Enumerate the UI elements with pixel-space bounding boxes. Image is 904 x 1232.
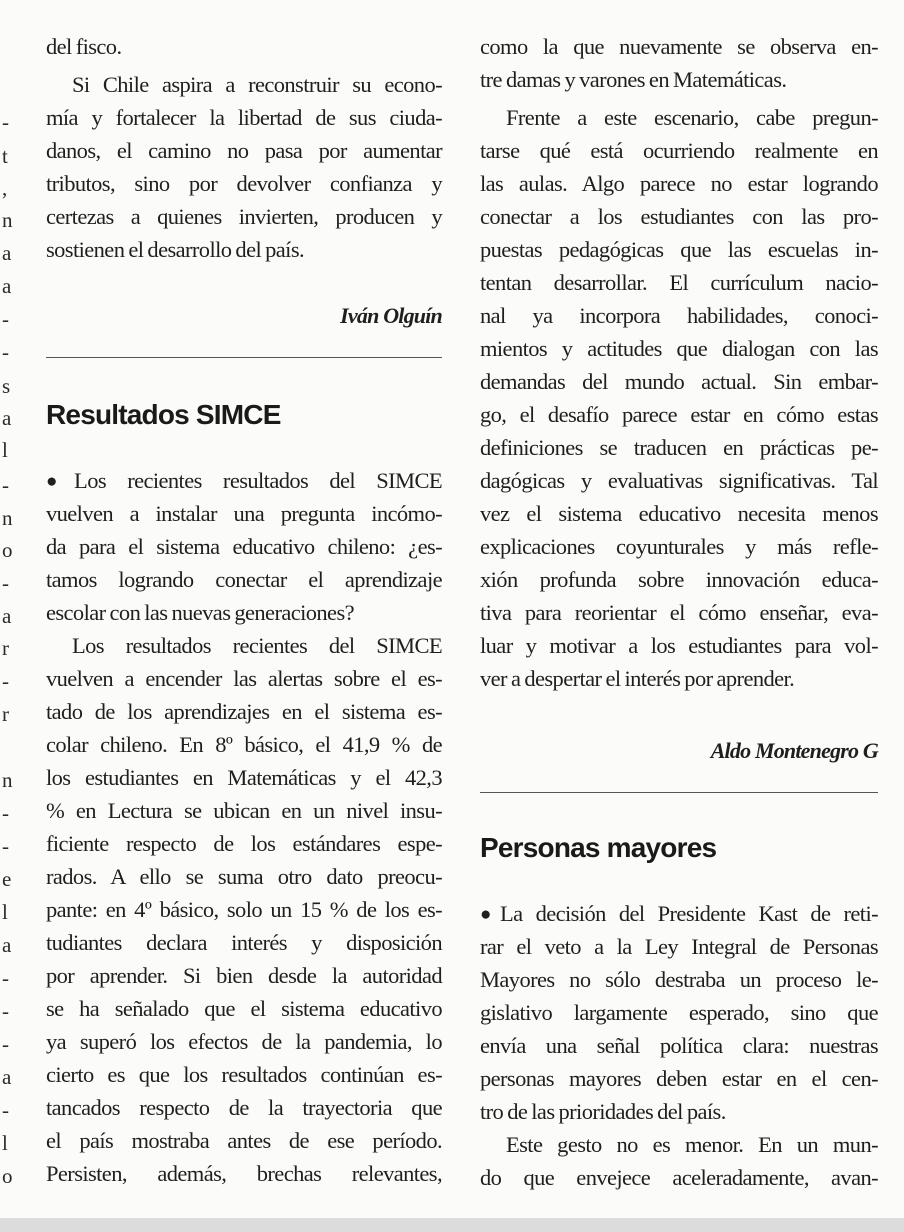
gutter-char: o — [2, 1164, 13, 1188]
text-line: vez el sistema educativo necesita menos — [480, 501, 878, 526]
text-line: definiciones se traducen en prácticas pe- — [480, 435, 878, 460]
gutter-char: - — [2, 966, 9, 990]
text-line: tro de las prioridades del país. — [480, 1099, 726, 1124]
gutter-char: o — [2, 538, 13, 562]
signature-aldo-montenegro: Aldo Montenegro G — [710, 738, 878, 763]
text-line: tudiantes declara interés y disposición — [46, 930, 442, 955]
text-line: tiva para reorientar el cómo enseñar, eva- — [480, 600, 878, 625]
text-line: como la que nuevamente se observa en- — [480, 34, 878, 59]
text-line: luar y motivar a los estudiantes para vol- — [480, 633, 878, 658]
gutter-char: a — [2, 933, 12, 957]
text-line: ver a despertar el interés por aprender. — [480, 666, 795, 691]
text-line: Si Chile aspira a reconstruir su econo- — [72, 72, 442, 97]
gutter-char: a — [2, 1065, 12, 1089]
text-line: el país mostraba antes de ese período. — [46, 1128, 442, 1153]
text-line: certezas a quienes invierten, producen y — [46, 204, 442, 229]
gutter-char: n — [2, 768, 13, 792]
text-line: tre damas y varones en Matemáticas. — [480, 67, 787, 92]
text-line — [480, 901, 878, 927]
bullet-icon: ● — [46, 471, 75, 492]
text-line: puestas pedagógicas que las escuelas in- — [480, 237, 878, 262]
text-line: por aprender. Si bien desde la autoridad — [46, 963, 442, 988]
text-line: tentan desarrollar. El currículum nacio- — [480, 270, 878, 295]
text-line: se ha señalado que el sistema educativo — [46, 996, 442, 1021]
gutter-char: e — [2, 867, 12, 891]
gutter-char: n — [2, 208, 13, 232]
text-line: Persisten, además, brechas relevantes, — [46, 1161, 442, 1186]
text-line: mientos y actitudes que dialogan con las — [480, 336, 878, 361]
text-line: personas mayores deben estar en el cen- — [480, 1066, 878, 1091]
text-line: rados. A ello se suma otro dato preocu- — [46, 864, 442, 889]
gutter-char: , — [2, 176, 8, 200]
gutter-char: l — [2, 438, 8, 462]
text-line: sostienen el desarrollo del país. — [46, 237, 304, 262]
text-line: tado de los aprendizajes en el sistema es- — [46, 699, 442, 724]
text-line: tributos, sino por devolver confianza y — [46, 171, 442, 196]
text-line: las aulas. Algo parece no estar logrando — [480, 171, 878, 196]
text-line: escolar con las nuevas generaciones? — [46, 600, 354, 625]
text-line: tarse qué está ocurriendo realmente en — [480, 138, 878, 163]
text-line: ficiente respecto de los estándares espe- — [46, 831, 442, 856]
section-divider — [480, 792, 878, 793]
text-line: vuelven a instalar una pregunta incómo- — [46, 501, 442, 526]
previous-column-fragment — [0, 0, 22, 1232]
text-line: tamos logrando conectar el aprendizaje — [46, 567, 442, 592]
text-line: danos, el camino no pasa por aumentar — [46, 138, 442, 163]
text-line: da para el sistema educativo chileno: ¿es- — [46, 534, 442, 559]
text-line: dagógicas y evaluativas significativas. Tal — [480, 468, 878, 493]
section-divider — [46, 357, 442, 358]
gutter-char: a — [2, 274, 12, 298]
gutter-char: - — [2, 473, 9, 497]
text-line: envía una señal política clara: nuestras — [480, 1033, 878, 1058]
text-line — [46, 468, 442, 494]
page-bottom-edge — [0, 1218, 904, 1232]
text-line: del fisco. — [46, 34, 122, 59]
text-line: nal ya incorpora habilidades, conoci- — [480, 303, 878, 328]
gutter-char: l — [2, 1131, 8, 1155]
text-line: rar el veto a la Ley Integral de Personas — [480, 934, 878, 959]
gutter-char: - — [2, 1098, 9, 1122]
text-line: cierto es que los resultados continúan es- — [46, 1062, 442, 1087]
text-line: pante: en 4º básico, solo un 15 % de los es- — [46, 897, 442, 922]
text-line: Este gesto no es menor. En un mun- — [506, 1132, 878, 1157]
gutter-char: n — [2, 506, 13, 530]
gutter-char: - — [2, 999, 9, 1023]
text-line: % en Lectura se ubican en un nivel insu- — [46, 798, 442, 823]
text-line: explicaciones coyunturales y más refle- — [480, 534, 878, 559]
text-line: los estudiantes en Matemáticas y el 42,3 — [46, 765, 442, 790]
text-line: do que envejece aceleradamente, avan- — [480, 1165, 878, 1190]
text-line-content: Los recientes resultados del SIMCE — [74, 468, 442, 493]
bullet-icon: ● — [480, 904, 500, 925]
gutter-char: a — [2, 604, 12, 628]
gutter-char: - — [2, 1032, 9, 1056]
gutter-char: r — [2, 702, 9, 726]
text-line: demandas del mundo actual. Sin embar- — [480, 369, 878, 394]
text-line: colar chileno. En 8º básico, el 41,9 % de — [46, 732, 442, 757]
text-line: conectar a los estudiantes con las pro- — [480, 204, 878, 229]
signature-ivan-olguin: Iván Olguín — [340, 303, 442, 328]
text-line: tancados respecto de la trayectoria que — [46, 1095, 442, 1120]
text-line-content: La decisión del Presidente Kast de reti- — [499, 901, 878, 926]
text-line: vuelven a encender las alertas sobre el es- — [46, 666, 442, 691]
text-line: mía y fortalecer la libertad de sus ciuda- — [46, 105, 442, 130]
gutter-char: a — [2, 406, 12, 430]
gutter-char: l — [2, 900, 8, 924]
text-line: ya superó los efectos de la pandemia, lo — [46, 1029, 442, 1054]
gutter-char: s — [2, 374, 11, 398]
gutter-char: - — [2, 834, 9, 858]
text-line: Los resultados recientes del SIMCE — [72, 633, 442, 658]
text-line: Frente a este escenario, cabe pregun- — [506, 105, 878, 130]
gutter-char: t — [2, 144, 8, 168]
section-title-personas-mayores: Personas mayores — [480, 832, 717, 863]
text-line: go, el desafío parece estar en cómo estas — [480, 402, 878, 427]
gutter-char: - — [2, 307, 9, 331]
text-line: xión profunda sobre innovación educa- — [480, 567, 878, 592]
gutter-char: a — [2, 241, 12, 265]
gutter-char: - — [2, 340, 9, 364]
section-title-resultados-simce: Resultados SIMCE — [46, 399, 281, 430]
gutter-char: - — [2, 110, 9, 134]
gutter-char: r — [2, 636, 9, 660]
text-line: Mayores no sólo destraba un proceso le- — [480, 967, 878, 992]
gutter-char: - — [2, 801, 9, 825]
gutter-char: - — [2, 571, 9, 595]
gutter-char: - — [2, 669, 9, 693]
text-line: gislativo largamente esperado, sino que — [480, 1000, 878, 1025]
